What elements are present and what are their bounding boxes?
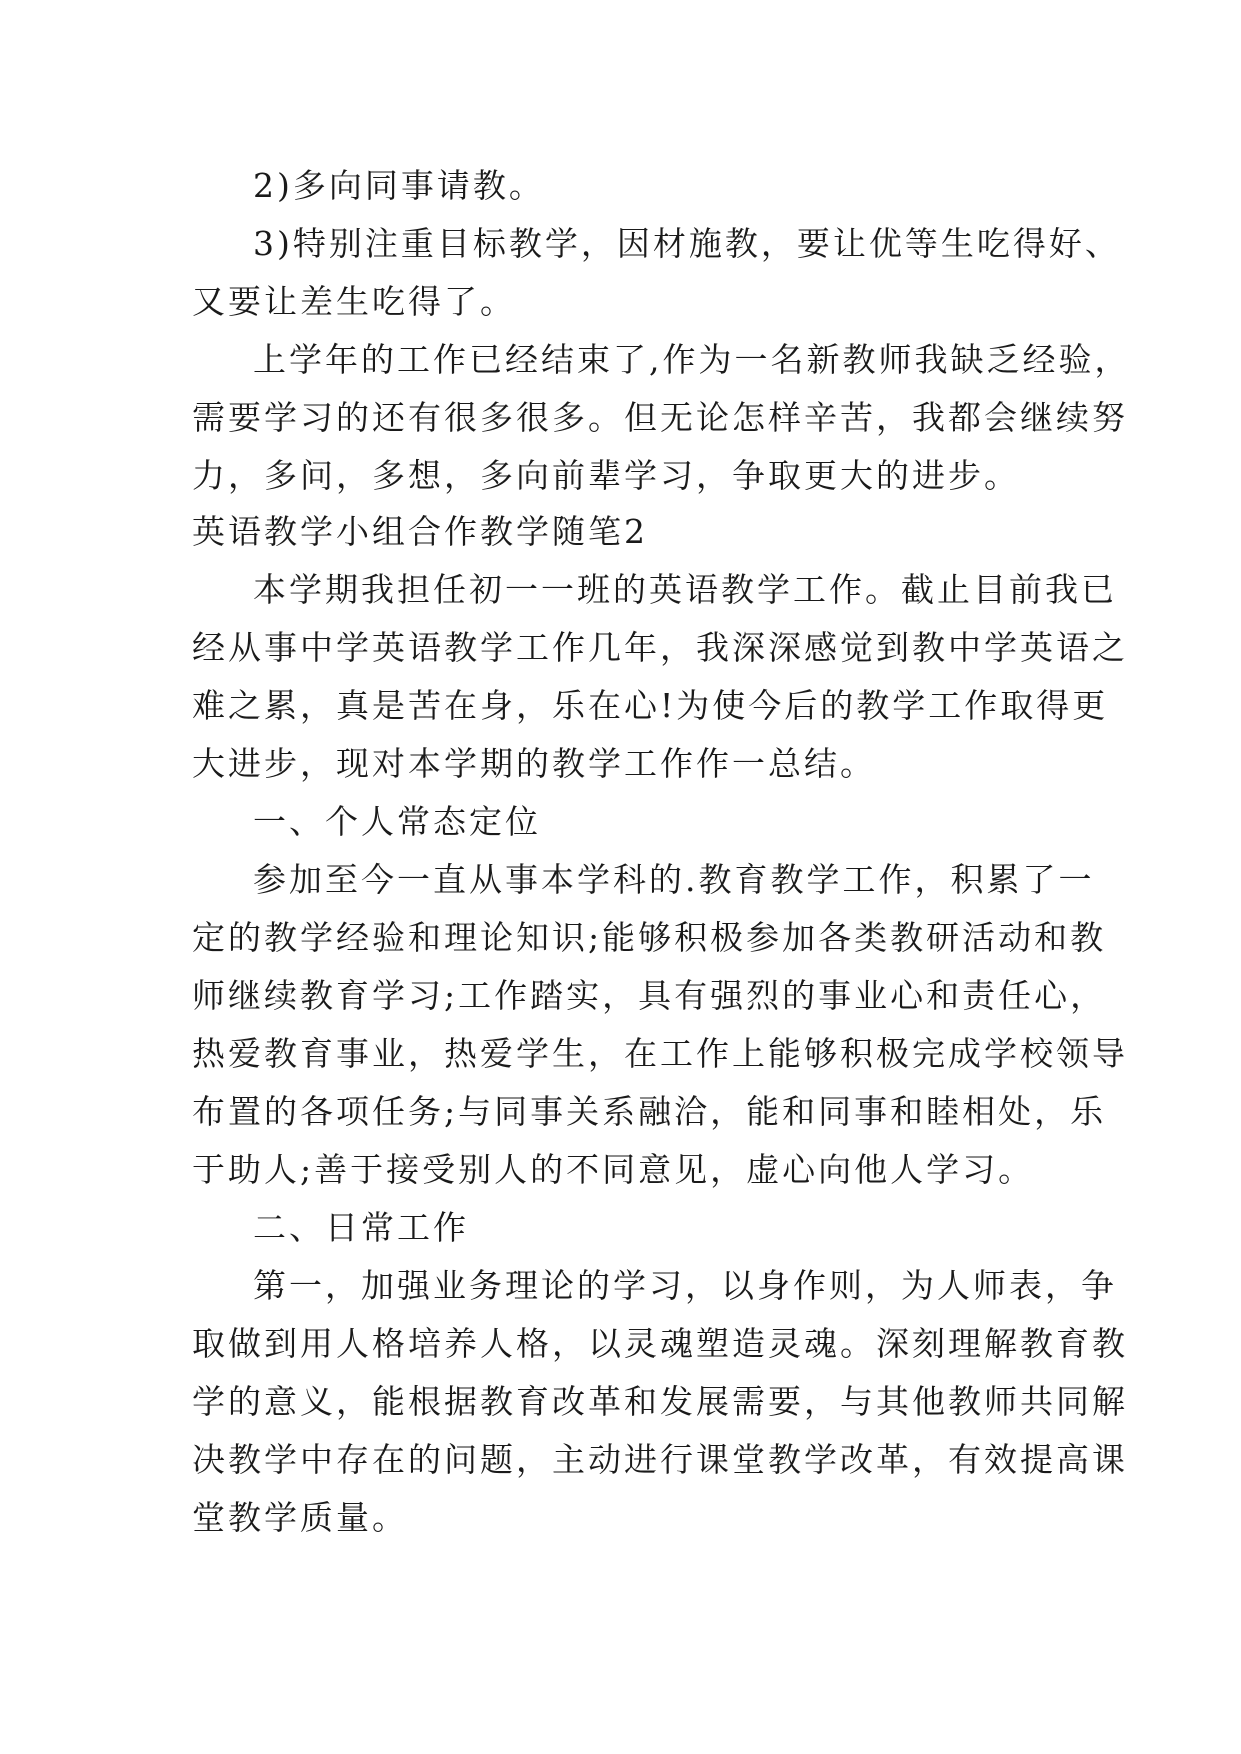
paragraph-line: 大进步，现对本学期的教学工作作一总结。 (192, 744, 876, 783)
subheading-daily-work: 二、日常工作 (253, 1208, 469, 1247)
paragraph-line: 学的意义，能根据教育改革和发展需要，与其他教师共同解 (192, 1382, 1128, 1421)
paragraph-line: 师继续教育学习;工作踏实，具有强烈的事业心和责任心， (192, 976, 1107, 1015)
paragraph-line: 参加至今一直从事本学科的.教育教学工作，积累了一 (253, 860, 1095, 899)
paragraph-line: 取做到用人格培养人格，以灵魂塑造灵魂。深刻理解教育教 (192, 1324, 1128, 1363)
paragraph-line: 热爱教育事业，热爱学生，在工作上能够积极完成学校领导 (192, 1034, 1128, 1073)
paragraph-line: 需要学习的还有很多很多。但无论怎样辛苦，我都会继续努 (192, 398, 1128, 437)
list-item-2: 2)多向同事请教。 (253, 166, 545, 205)
section-title: 英语教学小组合作教学随笔2 (192, 512, 648, 551)
paragraph-line: 力，多问，多想，多向前辈学习，争取更大的进步。 (192, 456, 1020, 495)
list-item-3-continued: 又要让差生吃得了。 (192, 282, 516, 321)
paragraph-line: 堂教学质量。 (192, 1498, 408, 1537)
paragraph-line: 决教学中存在的问题，主动进行课堂教学改革，有效提高课 (192, 1440, 1128, 1479)
paragraph-line: 上学年的工作已经结束了,作为一名新教师我缺乏经验， (253, 340, 1131, 379)
list-item-3: 3)特别注重目标教学，因材施教，要让优等生吃得好、 (253, 224, 1121, 263)
paragraph-line: 第一，加强业务理论的学习，以身作则，为人师表，争 (253, 1266, 1117, 1305)
paragraph-line: 布置的各项任务;与同事关系融洽，能和同事和睦相处，乐 (192, 1092, 1107, 1131)
paragraph-line: 于助人;善于接受别人的不同意见，虚心向他人学习。 (192, 1150, 1035, 1189)
paragraph-line: 难之累，真是苦在身，乐在心!为使今后的教学工作取得更 (192, 686, 1109, 725)
paragraph-line: 本学期我担任初一一班的英语教学工作。截止目前我已 (253, 570, 1117, 609)
paragraph-line: 定的教学经验和理论知识;能够积极参加各类教研活动和教 (192, 918, 1107, 957)
paragraph-line: 经从事中学英语教学工作几年，我深深感觉到教中学英语之 (192, 628, 1128, 667)
subheading-personal-positioning: 一、个人常态定位 (253, 802, 541, 841)
